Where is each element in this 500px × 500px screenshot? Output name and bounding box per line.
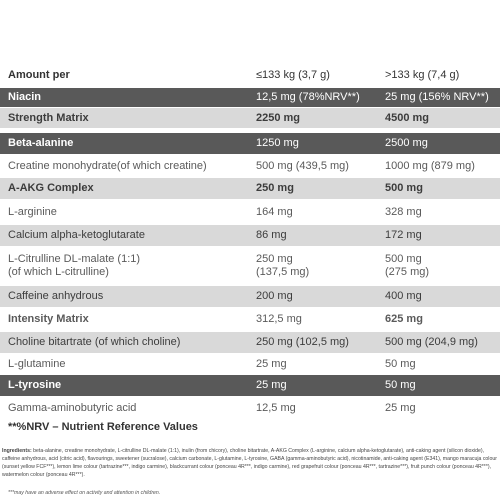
table-row-choline — [0, 332, 500, 353]
row-label: L-arginine — [8, 206, 57, 218]
row-col2: 172 mg — [385, 229, 422, 241]
nrv-footnote: **%NRV – Nutrient Reference Values — [8, 421, 198, 433]
table-row-a-akg-complex — [0, 178, 500, 199]
row-col1: 12,5 mg — [256, 402, 296, 414]
row-label: Calcium alpha-ketoglutarate — [8, 229, 145, 241]
row-col2: 500 mg (204,9 mg) — [385, 336, 478, 348]
header-col1: ≤133 kg (3,7 g) — [256, 68, 330, 81]
row-col2 — [385, 253, 497, 279]
row-col2-line1: 500 mg — [385, 253, 422, 265]
row-col2: 2500 mg — [385, 137, 428, 149]
table-row-l-glutamine — [0, 355, 500, 374]
row-label-line1: L-Citrulline DL-malate (1:1) — [8, 253, 141, 265]
row-col1: 250 mg (102,5 mg) — [256, 336, 349, 348]
row-col1: 500 mg (439,5 mg) — [256, 159, 349, 172]
row-col1-line2: (137,5 mg) — [256, 266, 310, 278]
ingredients-warning: ***may have an adverse effect on activity and attention in children. — [8, 490, 161, 496]
table-row-l-arginine — [0, 202, 500, 223]
row-col2: 4500 mg — [385, 111, 430, 124]
table-row-beta-alanine — [0, 133, 500, 154]
row-col1: 25 mg — [256, 358, 287, 370]
row-col1: 12,5 mg (78%NRV**) — [256, 91, 360, 103]
table-row-strength-matrix — [0, 108, 500, 128]
row-label-line2: (of which L-citrulline) — [8, 266, 109, 278]
table-row-niacin — [0, 88, 500, 107]
row-col1: 86 mg — [256, 229, 287, 241]
row-col2-line2: (275 mg) — [385, 266, 430, 278]
row-label — [8, 253, 228, 279]
row-col1: 164 mg — [256, 206, 293, 218]
row-col2: 625 mg — [385, 313, 423, 325]
row-col1-line1: 250 mg — [256, 253, 293, 265]
row-col1: 1250 mg — [256, 137, 299, 149]
row-col1: 312,5 mg — [256, 313, 302, 325]
table-row-caffeine — [0, 286, 500, 307]
row-label: L-tyrosine — [8, 379, 62, 391]
row-label: A-AKG Complex — [8, 182, 94, 194]
row-col2: 50 mg — [385, 379, 416, 391]
row-label: Caffeine anhydrous — [8, 290, 104, 302]
row-col1: 2250 mg — [256, 111, 301, 124]
table-row-l-citrulline — [0, 248, 500, 284]
ingredients-text — [2, 447, 498, 479]
row-col2: 50 mg — [385, 358, 416, 370]
table-row-creatine — [0, 156, 500, 176]
table-row-l-tyrosine — [0, 375, 500, 396]
row-label: Beta-alanine — [8, 137, 74, 149]
row-col2: 25 mg (156% NRV**) — [385, 91, 489, 103]
row-col2: 328 mg — [385, 206, 422, 218]
header-label: Amount per — [8, 68, 70, 81]
row-col1 — [256, 253, 381, 279]
row-label: Choline bitartrate (of which choline) — [8, 336, 181, 348]
row-col2: 400 mg — [385, 290, 422, 302]
row-label: L-glutamine — [8, 358, 66, 370]
table-row-calcium-akg — [0, 225, 500, 246]
row-col1: 25 mg — [256, 379, 287, 391]
row-label: Creatine monohydrate(of which creatine) — [8, 159, 207, 172]
ingredients-list: beta-alanine, creatine monohydrate, L-citrulline DL-malate (1:1), inulin (from chicory), choline bitartrate, A-AKG Complex (L-arginine, calcium alpha-ketoglutarate), anti-caking agent (silicon dioxide), caffeine anhydrous, acid (citric acid), flavourings, sweetener (sucralose), calcium carbonate, L-glutamine, L-tyrosine, GABA (gamma-aminobutyric acid), nicotinamide, anti-caking agent (E341), mango maracuja colour (sunset yellow FCF***), lemon lime colour (tartrazine***, indigo carmine), blackcurrant colour (ponceau 4R***, indigo carmine), red grapefruit colour (ponceau 4R***, tartrazine***), fruit punch colour (ponceau 4R***), watermelon colour (ponceau 4R***). — [2, 448, 497, 478]
row-label: Gamma-aminobutyric acid — [8, 402, 137, 414]
table-row-gaba — [0, 398, 500, 419]
row-label: Strength Matrix — [8, 111, 89, 124]
row-col2: 500 mg — [385, 182, 423, 194]
row-col1: 250 mg — [256, 182, 294, 194]
ingredients-title: Ingredients: — [2, 448, 32, 454]
row-col2: 25 mg — [385, 402, 416, 414]
header-col2: >133 kg (7,4 g) — [385, 68, 460, 81]
row-label: Niacin — [8, 91, 42, 103]
table-header — [0, 66, 500, 84]
row-col1: 200 mg — [256, 290, 293, 302]
row-col2: 1000 mg (879 mg) — [385, 159, 475, 172]
table-row-intensity-matrix — [0, 309, 500, 330]
row-label: Intensity Matrix — [8, 313, 89, 325]
